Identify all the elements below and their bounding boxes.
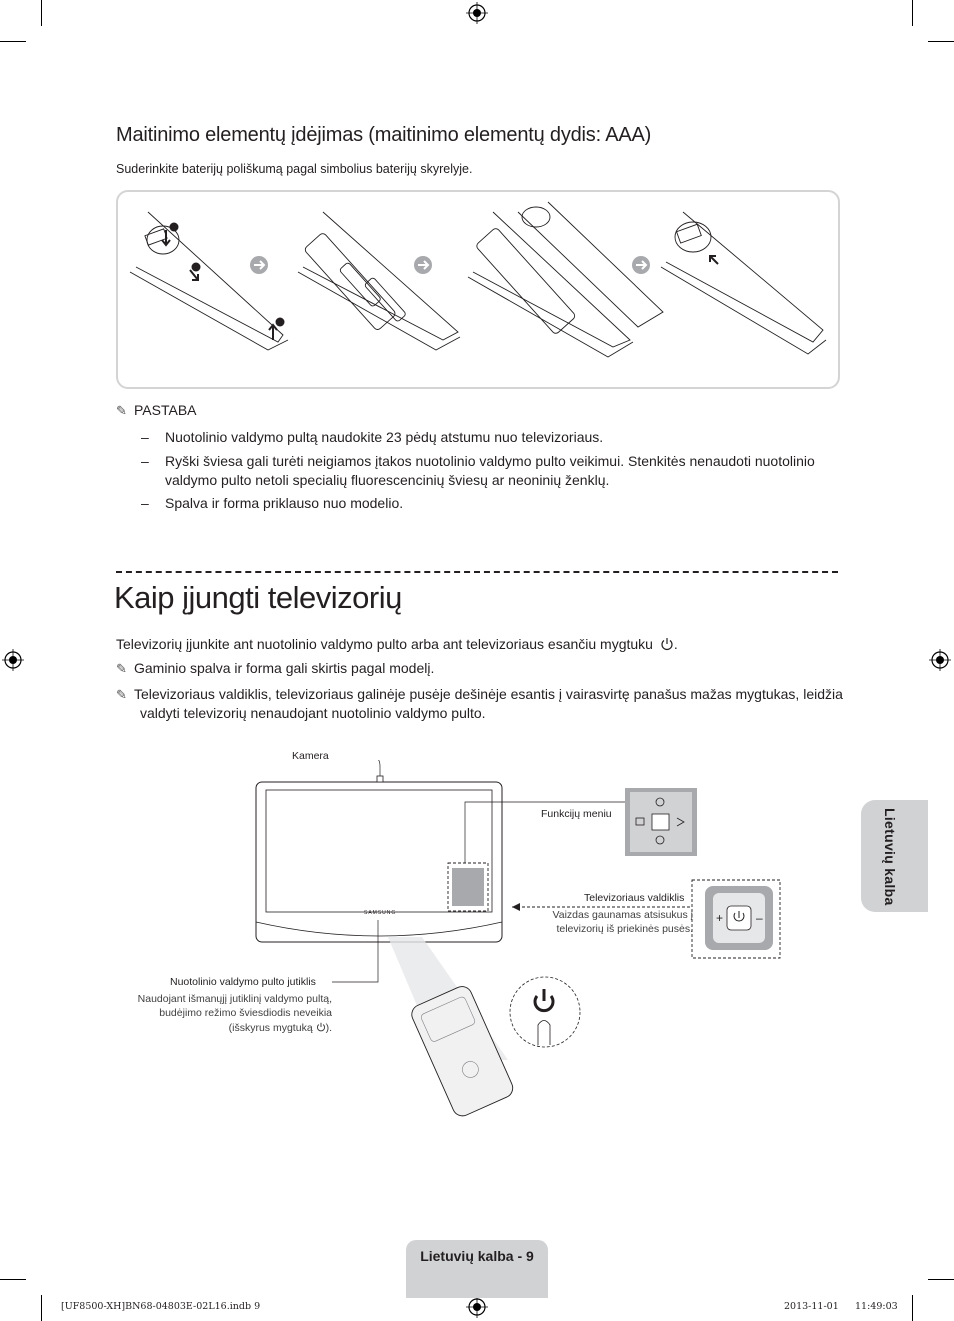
controller-desc: Vaizdas gaunamas atsisukus į <box>552 909 693 921</box>
page-number-tab <box>406 1240 548 1298</box>
registration-mark-top <box>466 2 488 24</box>
power-icon <box>316 1022 326 1032</box>
print-time: 11:49:03 <box>855 1301 898 1312</box>
sensor-desc: Naudojant išmanųjį jutiklinį valdymo pultą, <box>137 993 332 1005</box>
pencil-note-icon: ✎ <box>116 661 127 676</box>
controller-desc: televizorių iš priekinės pusės. <box>556 923 693 935</box>
registration-mark-bottom <box>466 1296 488 1318</box>
print-file-info: [UF8500-XH]BN68-04803E-02L16.indb 9 <box>61 1301 261 1312</box>
sensor-desc-last <box>229 1021 332 1035</box>
print-date: 2013-11-01 <box>784 1301 839 1312</box>
crop-mark <box>928 1279 954 1280</box>
svg-text:–: – <box>756 911 763 925</box>
function-menu-label: Funkcijų meniu <box>541 808 612 820</box>
crop-mark <box>912 1295 913 1321</box>
sensor-desc-end: ). <box>325 1022 332 1034</box>
language-side-tab <box>861 800 928 912</box>
note-item: valdymo pulto netoli specialių fluorescencinių šviesų ar neoninių ženklų. <box>165 472 610 488</box>
power-note-2 <box>116 685 843 704</box>
battery-intro: Suderinkite baterijų poliškumą pagal simbolius baterijų skyrelyje. <box>116 162 473 176</box>
tv-diagram <box>250 760 790 1120</box>
controller-label: Televizoriaus valdiklis <box>584 892 685 904</box>
power-note-text-continued: valdyti televizorių nenaudojant nuotolinio valdymo pulto. <box>140 705 486 721</box>
svg-text:+: + <box>716 911 724 925</box>
power-on-intro: Televizorių įjunkite ant nuotolinio valdymo pulto arba ant televizoriaus esančiu mygtuku <box>116 636 653 652</box>
pencil-note-icon: ✎ <box>116 687 127 702</box>
power-note-text: Gaminio spalva ir forma gali skirtis pagal modelį. <box>134 660 435 676</box>
registration-mark-right <box>929 649 951 671</box>
crop-mark <box>0 1279 26 1280</box>
crop-mark <box>41 1295 42 1321</box>
power-on-title: Kaip įjungti televizorių <box>114 580 402 615</box>
crop-mark <box>41 0 42 26</box>
note-item: Ryški šviesa gali turėti neigiamos įtakos nuotolinio valdymo pulto veikimui. Stenkitės nenaudoti nuotolinio <box>165 453 815 469</box>
crop-mark <box>912 0 913 26</box>
sensor-label: Nuotolinio valdymo pulto jutiklis <box>170 976 316 988</box>
note-dash: – <box>141 453 149 469</box>
battery-steps-illustration <box>118 192 838 387</box>
registration-mark-left <box>2 649 24 671</box>
tv-brand-logo: SAMSUNG <box>364 910 397 916</box>
note-dash: – <box>141 429 149 445</box>
power-note-1 <box>116 659 434 678</box>
next-arrow-icon <box>632 256 650 274</box>
pencil-note-icon: ✎ <box>116 403 127 418</box>
note-heading <box>116 402 197 419</box>
note-label: PASTABA <box>134 402 197 418</box>
page-label: Lietuvių kalba - 9 <box>420 1248 534 1264</box>
sensor-desc: budėjimo režimo šviesdiodis neveikia <box>159 1007 332 1019</box>
battery-illustration-panel <box>116 190 840 389</box>
power-note-text: Televizoriaus valdiklis, televizoriaus galinėje pusėje dešinėje esantis į vairasvirtę panašus mažas mygtukas, leidžia <box>134 686 843 702</box>
battery-section-title: Maitinimo elementų įdėjimas (maitinimo elementų dydis: AAA) <box>116 124 652 146</box>
power-on-intro-line: Televizorių įjunkite ant nuotolinio valdymo pulto arba ant televizoriaus esančiu mygtuku . <box>116 636 678 652</box>
side-tab-label: Lietuvių kalba <box>882 808 898 906</box>
crop-mark <box>928 41 954 42</box>
power-icon <box>660 637 674 651</box>
step-markers <box>170 223 285 327</box>
camera-label: Kamera <box>292 750 329 762</box>
note-item: Nuotolinio valdymo pultą naudokite 23 pėdų atstumu nuo televizoriaus. <box>165 429 604 445</box>
next-arrow-icon <box>250 256 268 274</box>
crop-mark <box>0 41 26 42</box>
sensor-desc: (išskyrus mygtuką <box>228 1022 313 1034</box>
section-divider <box>116 571 838 573</box>
note-dash: – <box>141 495 149 511</box>
next-arrow-icon <box>414 256 432 274</box>
note-item: Spalva ir forma priklauso nuo modelio. <box>165 495 404 511</box>
